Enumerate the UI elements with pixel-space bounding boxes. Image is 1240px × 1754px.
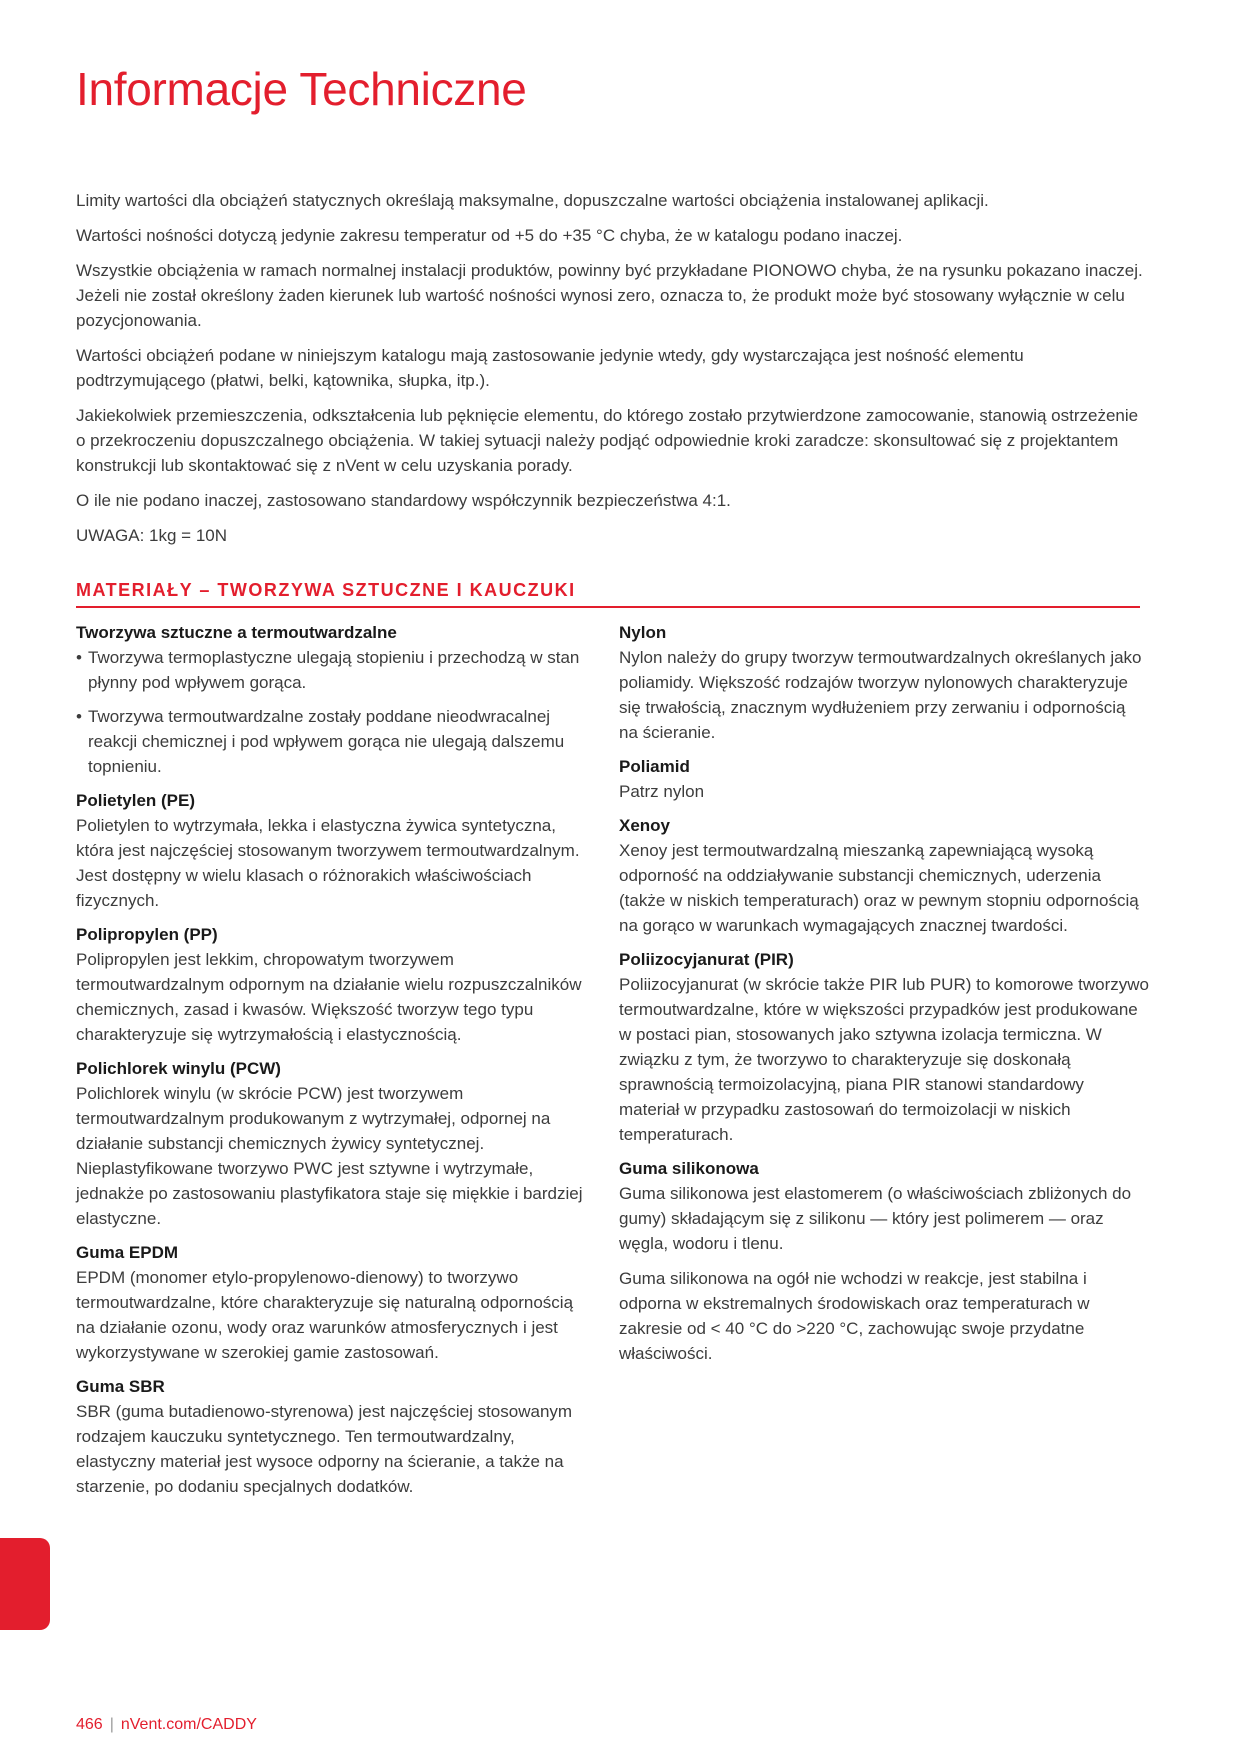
entry-poliamid <box>619 754 1149 804</box>
entry-text: EPDM (monomer etylo-propylenowo-dienowy) to tworzywo termoutwardzalne, które charakteryzuje się naturalną odpornością na działanie ozonu, wody oraz warunków atmosferycznych i jest wykorzystywane w szerokiej gamie zastosowań. <box>76 1268 574 1362</box>
entry-polietylen <box>76 788 596 913</box>
entry-heading: Xenoy <box>619 816 671 835</box>
page-footer <box>76 1716 257 1734</box>
entry-heading: Nylon <box>619 623 667 642</box>
entry-heading: Polipropylen (PP) <box>76 925 218 944</box>
intro-paragraph: O ile nie podano inaczej, zastosowano standardowy współczynnik bezpieczeństwa 4:1. <box>76 491 731 510</box>
section-heading-materials: MATERIAŁY – TWORZYWA SZTUCZNE I KAUCZUKI <box>76 579 1140 608</box>
page-title: Informacje Techniczne <box>76 63 527 115</box>
entry-heading: Poliamid <box>619 757 690 776</box>
entry-heading: Guma silikonowa <box>619 1159 759 1178</box>
bullet-list <box>76 645 596 779</box>
intro-paragraph: Limity wartości dla obciążeń statycznych określają maksymalne, dopuszczalne wartości obciążenia instalowanej aplikacji. <box>76 191 989 210</box>
entry-text: Polichlorek winylu (w skrócie PCW) jest tworzywem termoutwardzalnym produkowanym z wytrzymałej, odpornej na działanie substancji chemicznych żywicy syntetycznej. Nieplastyfikowane tworzywo PWC jest sztywne i wytrzymałe, jednakże po zastosowaniu plastyfikatora staje się miękkie i bardziej elastyczne. <box>76 1084 583 1228</box>
entry-text: Guma silikonowa na ogół nie wchodzi w reakcje, jest stabilna i odporna w ekstremalnych środowiskach oraz temperaturach w zakresie od < 40 °C do >220 °C, zachowując swoje przydatne właściwości. <box>619 1269 1090 1363</box>
entry-heading: Poliizocyjanurat (PIR) <box>619 950 794 969</box>
entry-heading: Tworzywa sztuczne a termoutwardzalne <box>76 623 397 642</box>
entry-text: Guma silikonowa jest elastomerem (o właściwościach zbliżonych do gumy) składającym się z silikonu — który jest polimerem — oraz węgla, wodoru i tlenu. <box>619 1184 1132 1253</box>
intro-paragraph: Wartości nośności dotyczą jedynie zakresu temperatur od +5 do +35 °C chyba, że w katalogu podano inaczej. <box>76 226 903 245</box>
entry-text: Patrz nylon <box>619 782 705 801</box>
entry-heading: Polietylen (PE) <box>76 791 196 810</box>
entry-pcw <box>76 1056 596 1231</box>
entry-silicone <box>619 1156 1149 1366</box>
entry-heading: Polichlorek winylu (PCW) <box>76 1059 281 1078</box>
entry-pir <box>619 947 1149 1147</box>
entry-sbr <box>76 1374 596 1499</box>
intro-note: UWAGA: 1kg = 10N <box>76 526 228 545</box>
intro-paragraph: Wartości obciążeń podane w niniejszym katalogu mają zastosowanie jedynie wtedy, gdy wystarczająca jest nośność elementu podtrzymującego (płatwi, belki, kątownika, słupka, itp.). <box>76 346 1024 390</box>
footer-site-link[interactable]: nVent.com/CADDY <box>120 1716 257 1733</box>
bullet-item: • Tworzywa termoplastyczne ulegają stopieniu i przechodzą w stan płynny pod wpływem gorąca. <box>76 645 596 695</box>
entry-text: Polipropylen jest lekkim, chropowatym tworzywem termoutwardzalnym odpornym na działanie wielu rozpuszczalników chemicznych, zasad i kwasów. Większość tworzyw tego typu charakteryzuje się wytrzymałością i elastycznością. <box>76 950 582 1044</box>
page-number: 466 <box>76 1716 103 1733</box>
intro-section <box>76 188 1151 558</box>
entry-epdm <box>76 1240 596 1365</box>
materials-left-column <box>76 620 596 1508</box>
entry-text: Poliizocyjanurat (w skrócie także PIR lub PUR) to komorowe tworzywo termoutwardzalne, które w większości przypadków jest produkowane w postaci pian, stosowanych jako sztywna izolacja termiczna. W związku z tym, że tworzywo to charakteryzuje się doskonałą sprawnością termoizolacyjną, piana PIR stanowi standardowy materiał w przypadku zastosowań do termoizolacji w niskich temperaturach. <box>619 975 1150 1144</box>
entry-text: Xenoy jest termoutwardzalną mieszanką zapewniającą wysoką odporność na oddziaływanie substancji chemicznych, uderzenia (także w niskich temperaturach) oraz w pewnym stopniu odpornością na gorąco w warunkach wymagających znacznej twardości. <box>619 841 1139 935</box>
chapter-tab-marker <box>0 1538 50 1630</box>
entry-text: Nylon należy do grupy tworzyw termoutwardzalnych określanych jako poliamidy. Większość rodzajów tworzyw nylonowych charakteryzuje się trwałością, znacznym wydłużeniem przy zerwaniu i odpornością na ścieranie. <box>619 648 1142 742</box>
entry-text: SBR (guma butadienowo-styrenowa) jest najczęściej stosowanym rodzajem kauczuku syntetycznego. Ten termoutwardzalny, elastyczny materiał jest wysoce odporny na ścieranie, a także na starzenie, po dodaniu specjalnych dodatków. <box>76 1402 573 1496</box>
entry-nylon <box>619 620 1149 745</box>
entry-heading: Guma SBR <box>76 1377 165 1396</box>
intro-paragraph: Wszystkie obciążenia w ramach normalnej instalacji produktów, powinny być przykładane PIONOWO chyba, że na rysunku pokazano inaczej. Jeżeli nie został określony żaden kierunek lub wartość nośności wynosi zero, oznacza to, że produkt może być stosowany wyłącznie w celu pozycjonowania. <box>76 261 1143 330</box>
entry-thermoplastics <box>76 620 596 779</box>
footer-separator: | <box>109 1716 114 1733</box>
intro-paragraph: Jakiekolwiek przemieszczenia, odkształcenia lub pęknięcie elementu, do którego zostało przytwierdzone zamocowanie, stanowią ostrzeżenie o przekroczeniu dopuszczalnego obciążenia. W takiej sytuacji należy podjąć odpowiednie kroki zaradcze: skonsultować się z projektantem konstrukcji lub skontaktować się z nVent w celu uzyskania porady. <box>76 406 1139 475</box>
entry-polipropylen <box>76 922 596 1047</box>
bullet-item: • Tworzywa termoutwardzalne zostały poddane nieodwracalnej reakcji chemicznej i pod wpływem gorąca nie ulegają dalszemu topnieniu. <box>76 704 596 779</box>
materials-right-column <box>619 620 1149 1375</box>
entry-text: Polietylen to wytrzymała, lekka i elastyczna żywica syntetyczna, która jest najczęściej stosowanym tworzywem termoutwardzalnym. Jest dostępny w wielu klasach o różnorakich właściwościach fizycznych. <box>76 816 580 910</box>
entry-xenoy <box>619 813 1149 938</box>
entry-heading: Guma EPDM <box>76 1243 179 1262</box>
